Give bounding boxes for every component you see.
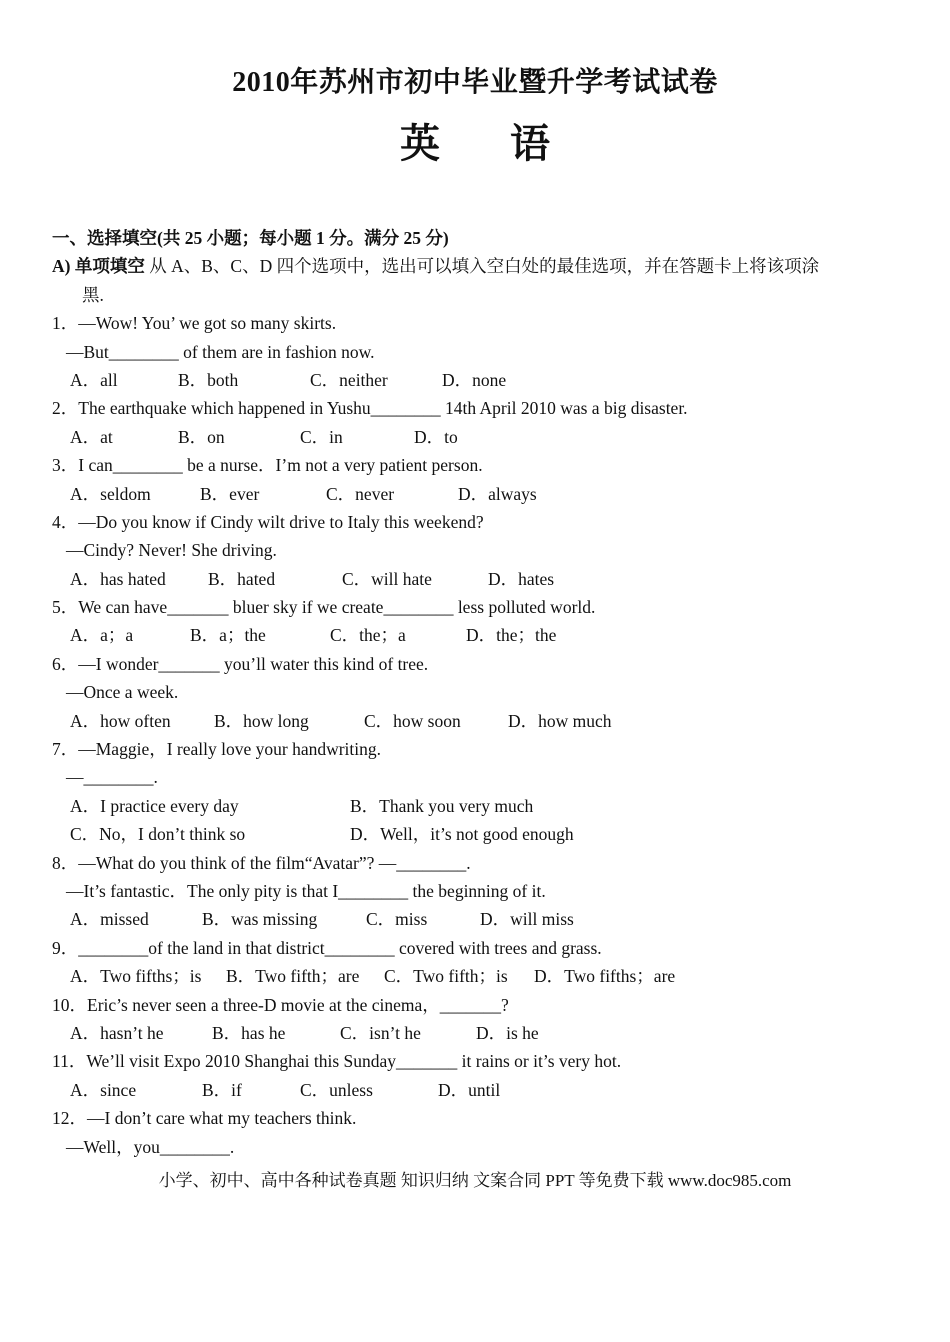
option-c[interactable]: C．in <box>300 426 343 447</box>
question-12 <box>52 1104 904 1161</box>
option-c[interactable]: C．No，I don’t think so <box>70 824 246 845</box>
section-heading: 一、选择填空(共 25 小题；每小题 1 分。满分 25 分) <box>52 228 449 248</box>
question-dialogue: —It’s fantastic．The only pity is that I________ the beginning of it. <box>66 880 546 901</box>
question-stem: 4．—Do you know if Cindy wilt drive to Italy this weekend? <box>52 511 484 532</box>
question-1 <box>52 309 904 394</box>
question-5 <box>52 593 904 650</box>
option-a[interactable]: A．missed <box>70 909 149 930</box>
option-b[interactable]: B．on <box>178 426 225 447</box>
options-row <box>52 707 904 735</box>
option-d[interactable]: D．hates <box>488 568 555 589</box>
options-row <box>52 820 904 848</box>
option-d[interactable]: D．Two fifths；are <box>534 966 676 987</box>
options-row <box>52 792 904 820</box>
option-c[interactable]: C．the；a <box>330 625 406 646</box>
option-d[interactable]: D．is he <box>476 1022 539 1043</box>
option-d[interactable]: D．will miss <box>480 909 574 930</box>
question-11 <box>52 1047 904 1104</box>
option-c[interactable]: C．never <box>326 483 395 504</box>
question-10 <box>52 991 904 1048</box>
option-a[interactable]: A．since <box>70 1079 137 1100</box>
question-stem: 12．—I don’t care what my teachers think. <box>52 1108 357 1129</box>
question-dialogue: —________. <box>66 767 158 788</box>
question-stem: 10．Eric’s never seen a three-D movie at the cinema，_______? <box>52 994 509 1015</box>
option-b[interactable]: B．Thank you very much <box>350 795 534 816</box>
question-stem: 6．—I wonder_______ you’ll water this kind of tree. <box>52 653 429 674</box>
option-a[interactable]: A．has hated <box>70 568 166 589</box>
option-d[interactable]: D．none <box>442 369 507 390</box>
options-row <box>52 962 904 990</box>
option-d[interactable]: D．always <box>458 483 537 504</box>
page-footer: 小学、初中、高中各种试卷真题 知识归纳 文案合同 PPT 等免费下载 www.doc985.com <box>158 1171 792 1190</box>
option-c[interactable]: C．unless <box>300 1079 373 1100</box>
option-b[interactable]: B．hated <box>208 568 276 589</box>
option-b[interactable]: B．if <box>202 1079 242 1100</box>
option-b[interactable]: B．a；the <box>190 625 266 646</box>
question-3 <box>52 451 904 508</box>
options-row <box>52 565 904 593</box>
option-b[interactable]: B．both <box>178 369 239 390</box>
question-7 <box>52 735 904 849</box>
option-c[interactable]: C．isn’t he <box>340 1022 421 1043</box>
option-d[interactable]: D．until <box>438 1079 501 1100</box>
question-stem: 5．We can have_______ bluer sky if we create________ less polluted world. <box>52 597 596 618</box>
option-b[interactable]: B．was missing <box>202 909 318 930</box>
question-stem: 7．—Maggie，I really love your handwriting. <box>52 739 382 760</box>
question-dialogue: —Once a week. <box>66 682 179 703</box>
question-stem: 3．I can________ be a nurse．I’m not a very patient person. <box>52 455 483 476</box>
option-a[interactable]: A．a；a <box>70 625 134 646</box>
exam-content <box>52 224 904 1161</box>
option-c[interactable]: C．how soon <box>364 710 461 731</box>
option-a[interactable]: A．hasn’t he <box>70 1022 164 1043</box>
option-d[interactable]: D．how much <box>508 710 612 731</box>
option-b[interactable]: B．how long <box>214 710 309 731</box>
option-c[interactable]: C．Two fifth；is <box>384 966 508 987</box>
option-a[interactable]: A．seldom <box>70 483 151 504</box>
options-row <box>52 423 904 451</box>
option-a[interactable]: A．Two fifths；is <box>70 966 202 987</box>
options-row <box>52 366 904 394</box>
part-a-instruction <box>52 252 904 280</box>
question-stem: 9．________of the land in that district________ covered with trees and grass. <box>52 937 602 958</box>
option-a[interactable]: A．at <box>70 426 113 447</box>
option-b[interactable]: B．ever <box>200 483 260 504</box>
question-2 <box>52 394 904 451</box>
option-d[interactable]: D．to <box>414 426 458 447</box>
option-a[interactable]: A．all <box>70 369 118 390</box>
question-stem: 1．—Wow! You’ we got so many skirts. <box>52 313 337 334</box>
part-a-instruction-cont: 黑. <box>82 284 104 305</box>
option-b[interactable]: B．Two fifth；are <box>226 966 360 987</box>
option-d[interactable]: D．Well，it’s not good enough <box>350 824 574 845</box>
subject-title: 英 语 <box>400 121 580 166</box>
question-stem: 8．—What do you think of the film“Avatar”? —________. <box>52 852 471 873</box>
options-row <box>52 621 904 649</box>
option-c[interactable]: C．miss <box>366 909 428 930</box>
options-row <box>52 1019 904 1047</box>
options-row <box>52 1076 904 1104</box>
question-dialogue: —Cindy? Never! She driving. <box>66 540 277 561</box>
option-c[interactable]: C．neither <box>310 369 388 390</box>
part-a-instruction-text: 从 A、B、C、D 四个选项中，选出可以填入空白处的最佳选项，并在答题卡上将该项涂 <box>144 256 820 277</box>
question-stem: 11．We’ll visit Expo 2010 Shanghai this Sunday_______ it rains or it’s very hot. <box>52 1051 622 1072</box>
option-d[interactable]: D．the；the <box>466 625 557 646</box>
question-stem: 2．The earthquake which happened in Yushu________ 14th April 2010 was a big disaster. <box>52 398 688 419</box>
question-dialogue: —Well，you________. <box>66 1136 235 1157</box>
question-8 <box>52 849 904 934</box>
option-a[interactable]: A．I practice every day <box>70 795 239 816</box>
options-row <box>52 480 904 508</box>
part-a-label: A) 单项填空 <box>52 256 145 277</box>
options-row <box>52 905 904 933</box>
question-dialogue: —But________ of them are in fashion now. <box>66 341 375 362</box>
option-a[interactable]: A．how often <box>70 710 171 731</box>
question-6 <box>52 650 904 735</box>
question-9 <box>52 934 904 991</box>
question-4 <box>52 508 904 593</box>
option-b[interactable]: B．has he <box>212 1022 286 1043</box>
question-list <box>52 309 904 1161</box>
option-c[interactable]: C．will hate <box>342 568 432 589</box>
exam-title: 2010年苏州市初中毕业暨升学考试试卷 <box>232 67 718 98</box>
